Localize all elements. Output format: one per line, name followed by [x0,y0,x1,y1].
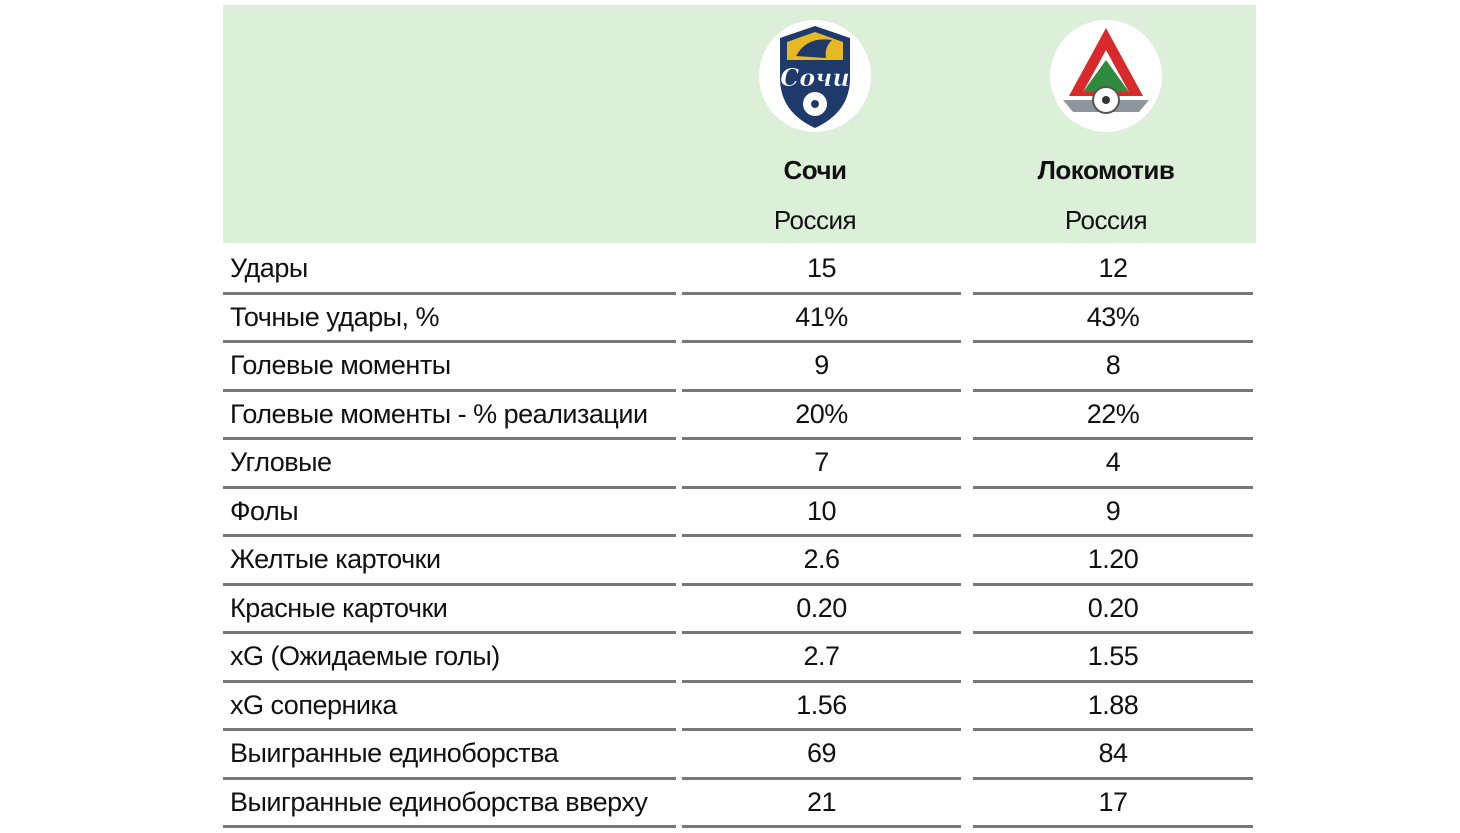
team-country: Россия [773,205,857,235]
stat-value-lokomotiv: 1.20 [973,536,1253,586]
stat-value-sochi: 0.20 [682,585,961,635]
table-row [223,245,1256,294]
table-row [223,342,1256,391]
stat-value-lokomotiv: 84 [973,730,1253,780]
stat-value-lokomotiv: 1.55 [973,633,1253,683]
stat-label: Фолы [223,488,676,538]
stat-label: Желтые карточки [223,536,676,586]
stat-label: xG соперника [223,682,676,732]
stat-label: Голевые моменты [223,342,676,392]
stat-label: Выигранные единоборства [223,730,676,780]
stat-value-sochi: 1.56 [682,682,961,732]
team-name: Локомотив [1037,155,1175,185]
stat-value-sochi: 9 [682,342,961,392]
stat-value-lokomotiv: 0.20 [973,585,1253,635]
stat-value-sochi: 69 [682,730,961,780]
stat-value-sochi: 10 [682,488,961,538]
stat-label: xG (Ожидаемые голы) [223,633,676,683]
comparison-table [223,5,1256,833]
stat-label: Голевые моменты - % реализации [223,391,676,441]
table-row [223,439,1256,488]
stats-rows [223,245,1256,827]
stat-value-lokomotiv: 8 [973,342,1253,392]
stat-value-lokomotiv: 4 [973,439,1253,489]
table-row [223,488,1256,537]
team-name: Сочи [783,155,847,185]
stat-value-sochi: 21 [682,779,961,829]
stat-value-lokomotiv: 17 [973,779,1253,829]
stat-value-sochi: 7 [682,439,961,489]
table-row [223,682,1256,731]
stat-label: Красные карточки [223,585,676,635]
stat-label: Угловые [223,439,676,489]
table-row [223,730,1256,779]
stat-value-sochi: 2.7 [682,633,961,683]
team-country: Россия [1064,205,1148,235]
stat-value-sochi: 15 [682,245,961,295]
stat-value-sochi: 20% [682,391,961,441]
table-header [223,5,1256,243]
stat-value-lokomotiv: 12 [973,245,1253,295]
stat-value-lokomotiv: 9 [973,488,1253,538]
svg-text:Сочи: Сочи [780,63,850,92]
stat-label: Точные удары, % [223,294,676,344]
table-row [223,585,1256,634]
stat-value-sochi: 41% [682,294,961,344]
stat-value-lokomotiv: 43% [973,294,1253,344]
table-row [223,391,1256,440]
stat-value-sochi: 2.6 [682,536,961,586]
table-row [223,779,1256,828]
table-row [223,294,1256,343]
team-column-lokomotiv [961,5,1251,243]
lokomotiv-crest-icon [1050,20,1162,132]
stat-label: Удары [223,245,676,295]
sochi-crest-icon [759,20,871,132]
stat-label: Выигранные единоборства вверху [223,779,676,829]
table-row [223,536,1256,585]
stat-value-lokomotiv: 1.88 [973,682,1253,732]
table-row [223,633,1256,682]
team-column-sochi [670,5,960,243]
stat-value-lokomotiv: 22% [973,391,1253,441]
